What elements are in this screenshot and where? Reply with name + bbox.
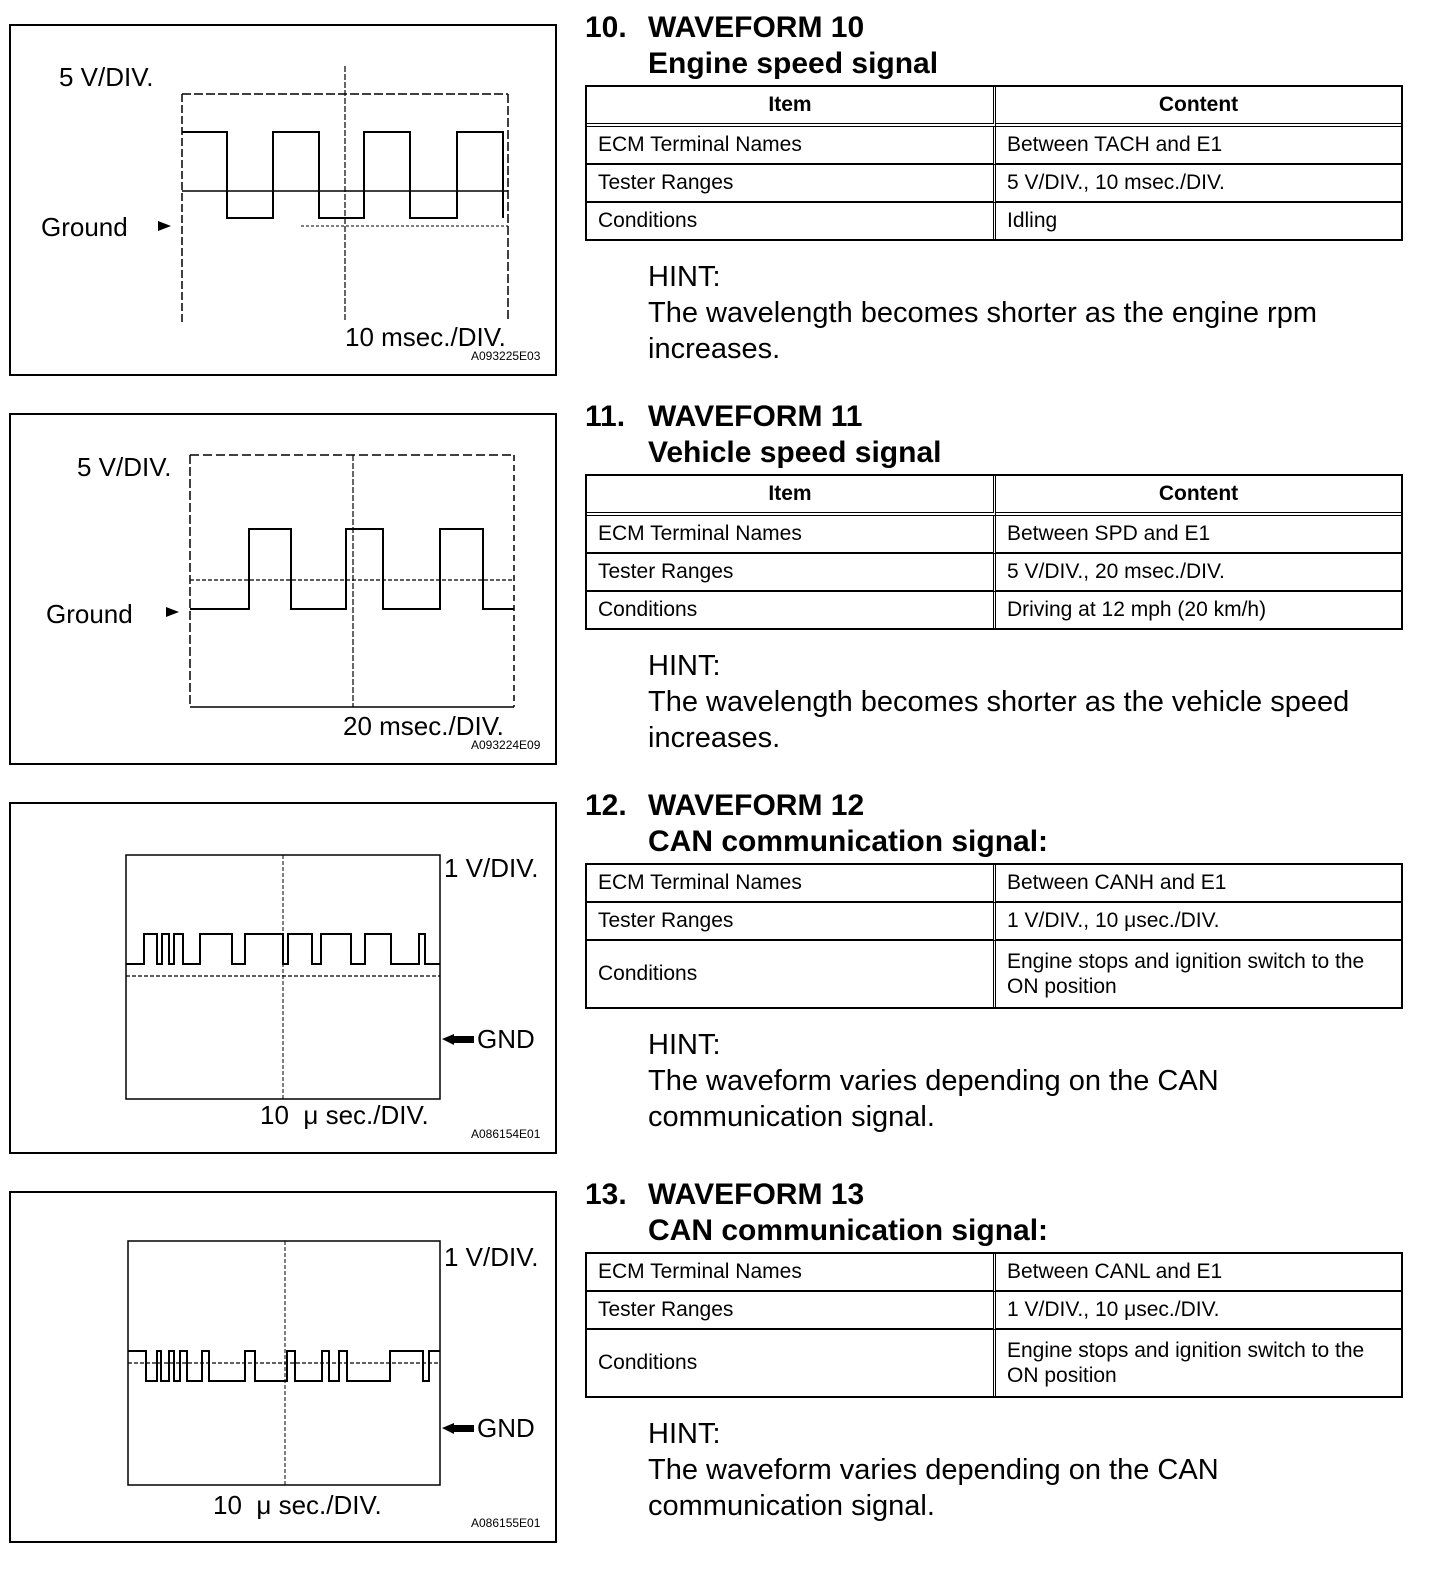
waveform-11-figure <box>9 413 557 765</box>
row-content: 5 V/DIV., 20 msec./DIV. <box>996 554 1401 592</box>
row-content: Between SPD and E1 <box>996 516 1401 554</box>
arrow-left-icon <box>442 1423 474 1434</box>
row-item: ECM Terminal Names <box>587 865 996 903</box>
row-item: Tester Ranges <box>587 554 996 592</box>
time-per-div-label: 20 msec./DIV. <box>343 711 504 741</box>
waveform-trace <box>190 529 514 609</box>
section-heading <box>585 399 1403 471</box>
row-item: Tester Ranges <box>587 165 996 203</box>
table-row <box>587 203 1401 239</box>
row-content: 5 V/DIV., 10 msec./DIV. <box>996 165 1401 203</box>
time-per-div-label <box>260 1100 429 1131</box>
row-item: Conditions <box>587 941 996 1007</box>
row-item: Tester Ranges <box>587 903 996 941</box>
table-row <box>587 516 1401 554</box>
section-title: WAVEFORM 10 <box>648 11 865 44</box>
table-row <box>587 127 1401 165</box>
waveform-12-figure <box>9 802 557 1154</box>
volts-per-div-label: 5 V/DIV. <box>59 62 154 92</box>
row-content: Engine stops and ignition switch to the ON position <box>1007 1339 1365 1387</box>
time-per-div-unit: μ sec./DIV. <box>303 1100 429 1130</box>
hint-label: HINT: <box>648 1418 721 1450</box>
specs-table <box>585 85 1403 241</box>
time-per-div-value: 10 <box>260 1100 289 1130</box>
waveform-trace <box>126 934 440 964</box>
section-number: 13. <box>585 1178 627 1211</box>
figure-code: A093225E03 <box>471 349 541 363</box>
specs-table <box>585 863 1403 1009</box>
hint-label: HINT: <box>648 1029 721 1061</box>
row-content: Driving at 12 mph (20 km/h) <box>1007 598 1267 621</box>
section-number: 10. <box>585 11 627 44</box>
section-heading <box>585 1177 1403 1249</box>
hint-label: HINT: <box>648 650 721 682</box>
hint-block <box>648 1027 1403 1135</box>
row-content: 1 V/DIV., 10 μsec./DIV. <box>996 1292 1401 1330</box>
section-subtitle: CAN communication signal: <box>648 1214 1049 1247</box>
waveform-trace <box>182 132 503 218</box>
column-header-content: Content <box>996 476 1401 516</box>
arrow-right-icon <box>146 221 171 231</box>
time-per-div-label: 10 msec./DIV. <box>345 322 506 352</box>
figure-code: A086155E01 <box>471 1516 541 1530</box>
specs-table <box>585 1252 1403 1398</box>
time-per-div-value: 10 <box>213 1490 242 1520</box>
table-row <box>587 1330 1401 1396</box>
ground-label: Ground <box>46 599 133 629</box>
row-content: Idling <box>1007 209 1058 232</box>
volts-per-div-label: 5 V/DIV. <box>77 452 172 482</box>
specs-table <box>585 474 1403 630</box>
row-item: ECM Terminal Names <box>587 127 996 165</box>
row-item: ECM Terminal Names <box>587 1254 996 1292</box>
waveform-trace <box>128 1351 440 1381</box>
column-header-item: Item <box>587 476 996 516</box>
hint-block <box>648 1416 1403 1524</box>
hint-block <box>648 259 1403 367</box>
section-title: WAVEFORM 13 <box>648 1178 865 1211</box>
section-waveform-12 <box>585 788 1403 1135</box>
table-row <box>587 865 1401 903</box>
ground-label: Ground <box>41 212 128 242</box>
hint-text: The waveform varies depending on the CAN communication signal. <box>648 1454 1219 1522</box>
section-heading <box>585 10 1403 82</box>
table-row <box>587 1254 1401 1292</box>
figure-code: A086154E01 <box>471 1127 541 1141</box>
row-item: Conditions <box>587 1330 996 1396</box>
hint-block <box>648 648 1403 756</box>
hint-text: The wavelength becomes shorter as the engine rpm increases. <box>648 297 1317 365</box>
row-content: Engine stops and ignition switch to the ON position <box>1007 950 1365 998</box>
row-item: ECM Terminal Names <box>587 516 996 554</box>
table-row <box>587 592 1401 628</box>
section-waveform-10 <box>585 10 1403 367</box>
section-number: 12. <box>585 789 627 822</box>
time-per-div-unit: μ sec./DIV. <box>256 1490 382 1520</box>
volts-per-div-label: 1 V/DIV. <box>444 1242 539 1272</box>
column-header-item: Item <box>587 87 996 127</box>
table-row <box>587 941 1401 1007</box>
arrow-right-icon <box>154 607 179 617</box>
waveform-10-figure <box>9 24 557 376</box>
section-subtitle: CAN communication signal: <box>648 825 1049 858</box>
ground-label: GND <box>477 1024 535 1054</box>
row-content: Between TACH and E1 <box>996 127 1401 165</box>
row-content: Between CANH and E1 <box>996 865 1401 903</box>
row-item: Conditions <box>587 203 996 239</box>
hint-label: HINT: <box>648 261 721 293</box>
section-subtitle: Engine speed signal <box>648 47 939 80</box>
row-content: Between CANL and E1 <box>996 1254 1401 1292</box>
section-subtitle: Vehicle speed signal <box>648 436 942 469</box>
figure-code: A093224E09 <box>471 738 541 752</box>
section-heading <box>585 788 1403 860</box>
section-number: 11. <box>585 400 626 433</box>
section-title: WAVEFORM 11 <box>648 400 863 433</box>
time-per-div-label <box>213 1490 382 1521</box>
row-item: Tester Ranges <box>587 1292 996 1330</box>
section-waveform-11 <box>585 399 1403 756</box>
row-content: 1 V/DIV., 10 μsec./DIV. <box>996 903 1401 941</box>
column-header-content: Content <box>996 87 1401 127</box>
arrow-left-icon <box>442 1034 474 1045</box>
volts-per-div-label: 1 V/DIV. <box>444 853 539 883</box>
section-title: WAVEFORM 12 <box>648 789 865 822</box>
row-item: Conditions <box>587 592 996 628</box>
section-waveform-13 <box>585 1177 1403 1524</box>
table-row <box>587 554 1401 592</box>
table-row <box>587 903 1401 941</box>
hint-text: The wavelength becomes shorter as the vehicle speed increases. <box>648 686 1350 754</box>
hint-text: The waveform varies depending on the CAN communication signal. <box>648 1065 1219 1133</box>
ground-label: GND <box>477 1413 535 1443</box>
waveform-13-figure <box>9 1191 557 1543</box>
table-row <box>587 1292 1401 1330</box>
table-row <box>587 165 1401 203</box>
